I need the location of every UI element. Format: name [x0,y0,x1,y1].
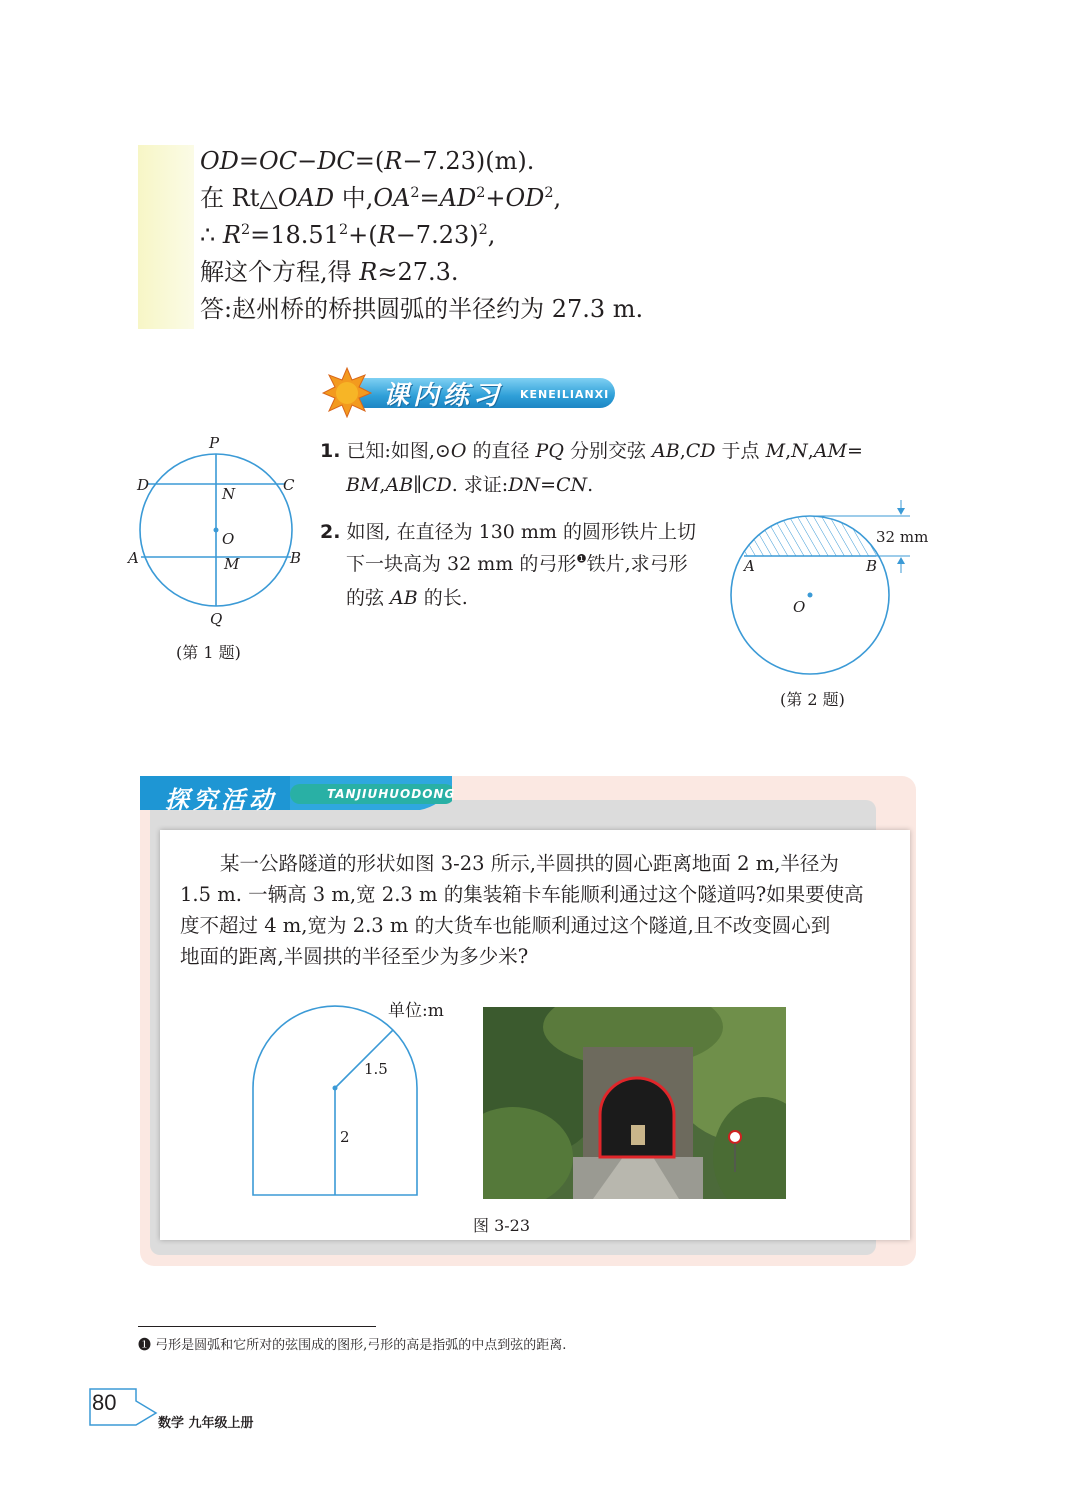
label-b: B [866,557,878,575]
center-point [808,593,813,598]
exercise-2-line-2: 下一块高为 32 mm 的弓形$^❶$铁片,求弓形 [346,551,688,575]
activity-line-3: 度不超过 4 m,宽为 2.3 m 的大货车也能顺利通过这个隧道,且不改变圆心到 [180,914,831,937]
activity-line-2: 1.5 m. 一辆高 3 m,宽 2.3 m 的集装箱卡车能顺利通过这个隧道吗?如果要使高 [180,883,864,906]
solution-bar [138,145,194,329]
label-o: O [222,530,235,548]
exercise-2-line-1: 2. 如图, 在直径为 130 mm 的圆形铁片上切 [320,521,696,543]
activity-title: 探究活动 [165,786,277,814]
exercise-2-figure [720,495,935,680]
label-p: P [209,434,220,452]
height-label: 2 [340,1128,350,1146]
radius-label: 1.5 [364,1060,388,1078]
exercise-2-caption: (第 2 题) [780,690,845,709]
speed-sign-icon [729,1131,741,1143]
tunnel-entrance-outline [600,1078,674,1157]
label-c: C [283,476,295,494]
center-point [214,528,219,533]
label-m: M [224,555,240,573]
solution-answer: 答:赵州桥的桥拱圆弧的半径约为 27.3 m. [200,295,644,323]
activity-line-1: 某一公路隧道的形状如图 3-23 所示,半圆拱的圆心距离地面 2 m,半径为 [220,852,839,875]
footnote-marker: ❶ [576,551,587,566]
exercise-1-line-2: BM,AB∥CD. 求证:DN=CN. [346,474,594,496]
label-a: A [744,557,755,575]
practice-title: 课内练习 [383,381,504,411]
activity-subtitle: TANJIUHUODONG [327,787,456,801]
figure-caption: 图 3-23 [473,1216,531,1235]
footnote: ❶ 弓形是圆弧和它所对的弦围成的图形,弓形的高是指弧的中点到弦的距离. [138,1338,567,1353]
height-label: 32 mm [876,528,929,546]
solution-line-4: 解这个方程,得 R≈27.3. [200,258,459,286]
label-d: D [137,476,150,494]
solution-line-2: 在 Rt△OAD 中$,OA^2=AD^2+OD^2$, [200,184,562,212]
tunnel-diagram [245,1000,425,1205]
unit-label: 单位:m [388,1001,444,1021]
label-q: Q [210,610,223,628]
exercise-2-line-3: 的弦 AB 的长. [346,587,468,609]
book-title: 数学 九年级上册 [158,1416,254,1431]
tunnel-photo [483,1007,786,1199]
radius-line [335,1030,393,1088]
practice-subtitle: KENEILIANXI [520,388,610,401]
exercise-1-figure [125,430,315,630]
exercise-1-line-1: 1. 已知:如图,⊙O 的直径 PQ 分别交弦 AB,CD 于点 M,N,AM= [320,440,863,462]
label-b: B [290,549,302,567]
sun-icon [322,366,372,418]
label-n: N [222,485,236,503]
page-number: 80 [92,1390,117,1415]
activity-line-4: 地面的距离,半圆拱的半径至少为多少米? [180,945,529,968]
label-a: A [128,549,139,567]
exercise-1-caption: (第 1 题) [176,643,241,662]
solution-line-3: ∴ $R^2=18.51^2+(R-7.23)^2$, [200,221,496,249]
label-o: O [793,598,806,616]
footnote-marker: ❶ [138,1338,152,1353]
solution-line-1: OD=OC−DC=(R−7.23)(m). [200,147,535,175]
center-point [333,1086,338,1091]
footnote-rule [138,1326,376,1327]
